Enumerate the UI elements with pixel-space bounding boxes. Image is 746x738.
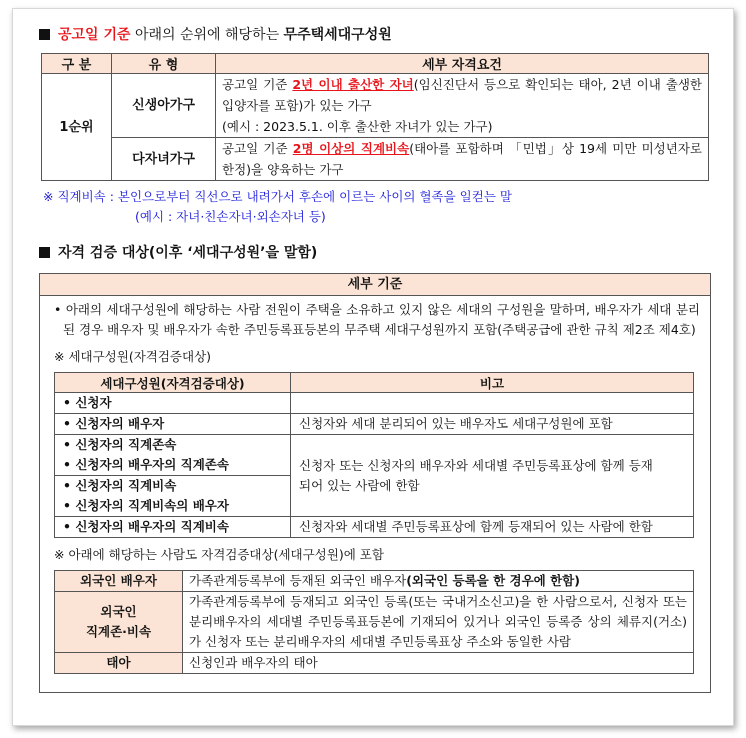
criteria-box-header: 세부 기준 xyxy=(40,274,710,296)
member-line: • 신청자의 배우자의 직계존속 xyxy=(63,457,229,472)
col-header-requirements: 세부 자격요건 xyxy=(216,54,709,74)
household-member-note: ※ 세대구성원(자격검증대상) xyxy=(54,349,212,364)
criteria-bullet: • 아래의 세대구성원에 해당하는 사람 전원이 주택을 소유하고 있지 않은 세대의 구성원을 말하며, 배우자가 세대 분리된 경우 배우자 및 배우자가 속한 주민등록표등본의 무주택 세대구성원까지 포함(주택공급에 관한 규칙 제2조 제4호) xyxy=(54,302,700,337)
household-members-table xyxy=(54,372,694,538)
requirement-post: (태아를 포함하며 「민법」상 19세 미만 미성년자로 한정)을 양육하는 가구 xyxy=(222,141,702,177)
table-row xyxy=(55,592,694,653)
criteria-box xyxy=(39,273,711,693)
remark-cell: 신청자 또는 신청자의 배우자와 세대별 주민등록표상에 함께 등재되어 있는 사람에 한함 xyxy=(291,435,694,517)
remark-cell: 신청자와 세대별 주민등록표상에 함께 등재되어 있는 사람에 한함 xyxy=(291,517,694,538)
note-line-1: ※ 직계비속 : 본인으로부터 직선으로 내려가서 후손에 이르는 사이의 혈족을 일컫는 말 xyxy=(43,189,512,204)
remark-cell: 신청자와 세대 분리되어 있는 배우자도 세대구성원에 포함 xyxy=(291,414,694,435)
section1-heading xyxy=(39,23,719,45)
section2-title: 자격 검증 대상(이후 ‘세대구성원’을 말함) xyxy=(58,245,318,261)
additional-members-table xyxy=(54,570,694,674)
eligibility-table xyxy=(41,53,709,181)
table-row xyxy=(55,517,694,538)
type-cell: 신생아가구 xyxy=(112,74,216,138)
col-header-category: 구 분 xyxy=(42,54,112,74)
square-bullet-icon xyxy=(39,247,50,258)
category-line: 외국인 xyxy=(100,604,137,619)
document-page xyxy=(12,8,734,726)
requirement-pre: 공고일 기준 xyxy=(222,141,293,156)
heading-bold: 무주택세대구성원 xyxy=(283,27,392,43)
col-header-type: 유 형 xyxy=(112,54,216,74)
heading-highlight: 공고일 기준 xyxy=(58,27,131,43)
requirement-highlight: 2년 이내 출산한 자녀 xyxy=(292,77,414,92)
category-cell xyxy=(55,592,183,653)
table-row xyxy=(42,74,709,138)
definition-note xyxy=(39,187,719,227)
heading-text: 아래의 순위에 해당하는 xyxy=(130,27,284,43)
table-row xyxy=(55,393,694,414)
type-cell: 다자녀가구 xyxy=(112,138,216,181)
table-row xyxy=(55,414,694,435)
member-cell: • 신청자의 배우자 xyxy=(55,414,291,435)
requirement-pre: 공고일 기준 xyxy=(222,77,293,92)
additional-members-note: ※ 아래에 해당하는 사람도 자격검증대상(세대구성원)에 포함 xyxy=(54,547,384,562)
description-cell: 신청인과 배우자의 태아 xyxy=(183,653,694,674)
table-row xyxy=(55,653,694,674)
col-header-member: 세대구성원(자격검증대상) xyxy=(55,373,291,393)
member-cell: • 신청자의 배우자의 직계비속 xyxy=(55,517,291,538)
member-cell xyxy=(55,476,291,517)
requirement-example: (예시 : 2023.5.1. 이후 출산한 자녀가 있는 가구) xyxy=(222,119,493,134)
requirement-cell xyxy=(216,74,709,138)
requirement-highlight: 2명 이상의 직계비속 xyxy=(292,141,410,156)
rank-cell: 1순위 xyxy=(42,74,112,181)
member-cell xyxy=(55,435,291,476)
member-line: • 신청자의 직계비속의 배우자 xyxy=(63,498,229,513)
requirement-post: (임신진단서 등으로 확인되는 태아, 2년 이내 출생한 입양자를 포함)가 있는 가구 xyxy=(222,77,702,113)
section2-heading xyxy=(39,241,719,263)
requirement-cell xyxy=(216,138,709,181)
square-bullet-icon xyxy=(39,29,50,40)
table-row xyxy=(55,571,694,592)
category-line: 직계존·비속 xyxy=(85,624,152,639)
member-line: • 신청자의 직계존속 xyxy=(63,437,177,452)
category-cell: 태아 xyxy=(55,653,183,674)
table-row xyxy=(42,138,709,181)
description-text: 가족관계등록부에 등재된 외국인 배우자 xyxy=(189,573,407,588)
description-cell: 가족관계등록부에 등재되고 외국인 등록(또는 국내거소신고)을 한 사람으로서, 신청자 또는 분리배우자의 세대별 주민등록표등본에 기재되어 있거나 외국인 등록증 상의 체류지(거소)가 신청자 또는 분리배우자의 세대별 주민등록표상 주소와 동일한 사람 xyxy=(183,592,694,653)
category-cell: 외국인 배우자 xyxy=(55,571,183,592)
note-line-2: (예시 : 자녀·친손자녀·외손자녀 등) xyxy=(135,209,326,224)
col-header-remark: 비고 xyxy=(291,373,694,393)
member-line: • 신청자의 직계비속 xyxy=(63,478,177,493)
description-cell xyxy=(183,571,694,592)
description-bold: (외국인 등록을 한 경우에 한함) xyxy=(406,573,580,588)
remark-cell xyxy=(291,393,694,414)
table-row xyxy=(55,435,694,476)
member-cell: • 신청자 xyxy=(55,393,291,414)
